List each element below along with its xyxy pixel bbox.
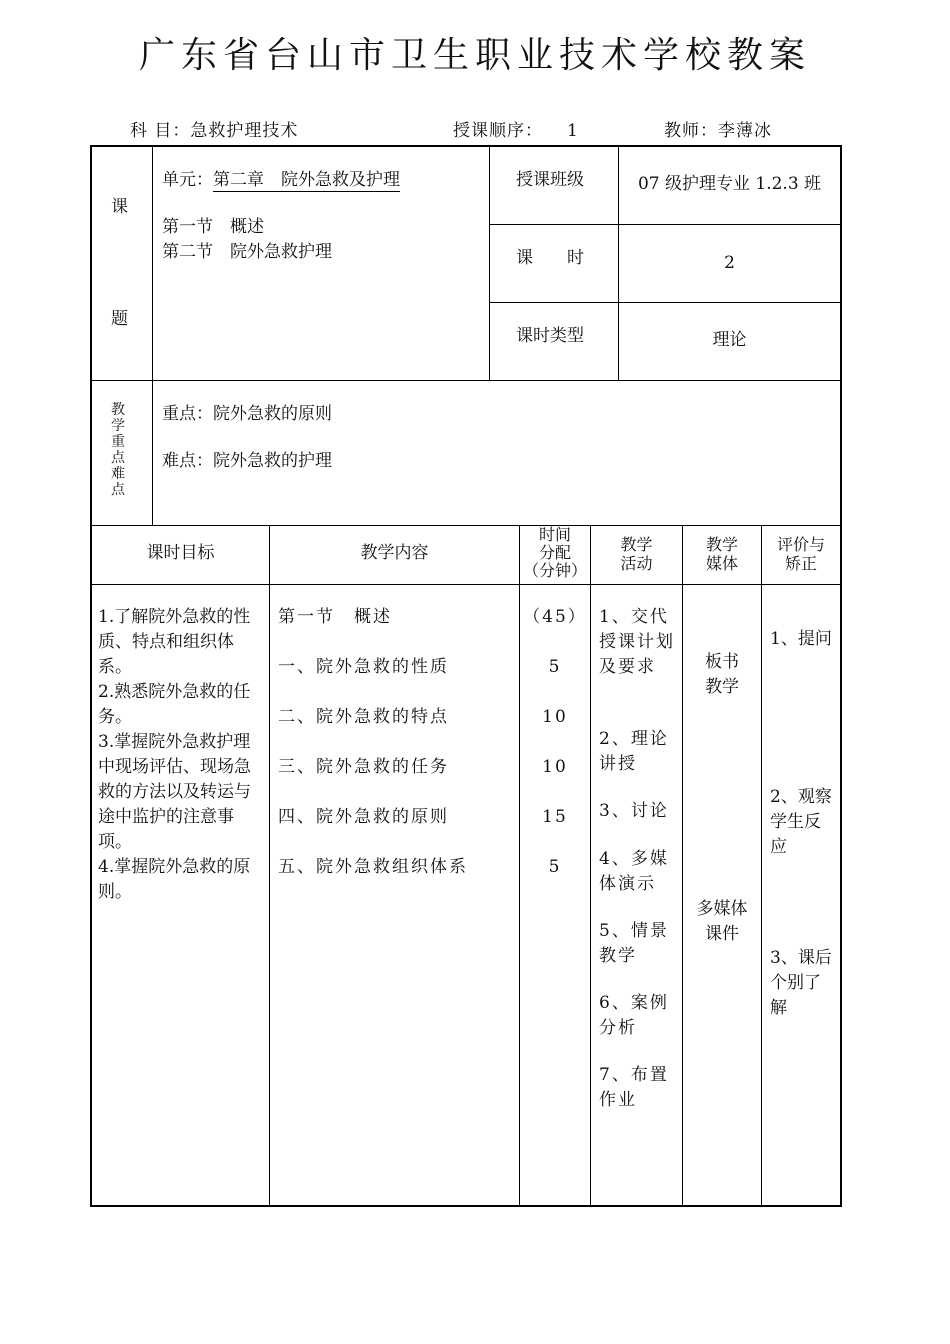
col-divider-4: [682, 525, 683, 1206]
content-item: 第一节 概述: [278, 607, 392, 627]
content-item: 二、院外急救的特点: [278, 707, 449, 727]
header-content: 教学内容: [360, 543, 429, 563]
row-divider-focus: [90, 525, 842, 526]
focus-label-chars: [108, 402, 128, 498]
order-value: 1: [567, 121, 579, 141]
hours-value: 2: [724, 253, 735, 273]
time-value: 5: [548, 857, 562, 877]
class-value: 07 级护理专业 1.2.3 班: [637, 174, 822, 194]
type-label: 课时类型: [516, 326, 584, 346]
content-item: 一、院外急救的性质: [278, 657, 449, 677]
activity-item: 7、布置作业: [599, 1065, 669, 1110]
time-value: 10: [542, 707, 568, 727]
topic-divider-2: [618, 145, 619, 380]
activity-item: 6、案例分析: [599, 993, 669, 1038]
time-value: 15: [542, 807, 568, 827]
topic-label-bottom: 题: [111, 309, 128, 329]
table-border-bottom: [90, 1205, 842, 1207]
header-activity: 教学 活动: [620, 535, 653, 573]
activity-item: 1、交代授课计划及要求: [599, 607, 675, 677]
row-divider-header: [90, 584, 842, 585]
topic-label-top: 课: [111, 197, 128, 217]
content-item: 五、院外急救组织体系: [278, 857, 468, 877]
focus-label: [108, 402, 128, 498]
topic-divider-1: [489, 145, 490, 380]
focus-label-char: 重: [111, 434, 125, 450]
time-value: 5: [548, 657, 562, 677]
type-value: 理论: [712, 330, 747, 350]
col-divider-3: [590, 525, 591, 1206]
time-value: 10: [542, 757, 568, 777]
activity-item: 3、讨论: [599, 801, 669, 821]
evaluation-item-2: 2、观察学生反应: [770, 787, 832, 857]
content-item: 四、院外急救的原则: [278, 807, 449, 827]
activity-item: 2、理论讲授: [599, 729, 669, 774]
difficult-point: 难点：院外急救的护理: [162, 451, 332, 471]
header-media: 教学 媒体: [705, 535, 738, 573]
time-value: （45）: [523, 607, 587, 627]
order-label: 授课顺序：: [453, 121, 543, 141]
focus-label-char: 点: [111, 450, 125, 466]
teacher-label: 教师：李薄冰: [664, 121, 772, 141]
evaluation-item-3: 3、课后个别了解: [770, 948, 832, 1018]
section-2: 第二节 院外急救护理: [162, 242, 332, 262]
focus-label-char: 点: [111, 482, 125, 498]
header-time: 时间 分配 （分钟）: [522, 525, 587, 580]
document-title: 广东省台山市卫生职业技术学校教案: [138, 35, 811, 76]
unit-prefix: 单元：: [162, 170, 213, 190]
focus-label-char: 学: [111, 418, 125, 434]
topic-row-divider-2: [489, 302, 841, 303]
media-item-1: 板书 教学: [705, 652, 739, 697]
table-border-left: [90, 145, 92, 1207]
hours-label: 课 时: [516, 248, 584, 268]
label-column-divider: [152, 145, 153, 525]
focus-label-char: 教: [111, 402, 125, 418]
header-evaluation: 评价与 矫正: [776, 535, 825, 573]
media-item-2: 多媒体 课件: [696, 899, 748, 944]
row-divider-topic: [90, 380, 842, 381]
unit-line: [162, 168, 400, 192]
key-point: 重点：院外急救的原则: [162, 404, 332, 424]
goals-text: 1.了解院外急救的性质、特点和组织体系。 2.熟悉院外急救的任务。 3.掌握院外急救护理中现场评估、现场急救的方法以及转运与途中监护的注意事项。 4.掌握院外急救的原则。: [98, 607, 251, 902]
topic-row-divider-1: [489, 224, 841, 225]
activity-item: 5、情景教学: [599, 921, 669, 966]
section-1: 第一节 概述: [162, 217, 264, 237]
content-item: 三、院外急救的任务: [278, 757, 449, 777]
col-divider-1: [269, 525, 270, 1206]
table-border-right: [840, 145, 842, 1207]
activity-item: 4、多媒体演示: [599, 849, 669, 894]
table-border-top: [90, 145, 842, 147]
class-label: 授课班级: [516, 170, 584, 190]
focus-label-char: 难: [111, 466, 125, 482]
unit-name: 第二章 院外急救及护理: [213, 170, 400, 190]
header-goal: 课时目标: [146, 543, 215, 563]
subject-label: 科 目：急救护理技术: [130, 121, 299, 141]
evaluation-item-1: 1、提问: [770, 629, 832, 649]
col-divider-5: [761, 525, 762, 1206]
